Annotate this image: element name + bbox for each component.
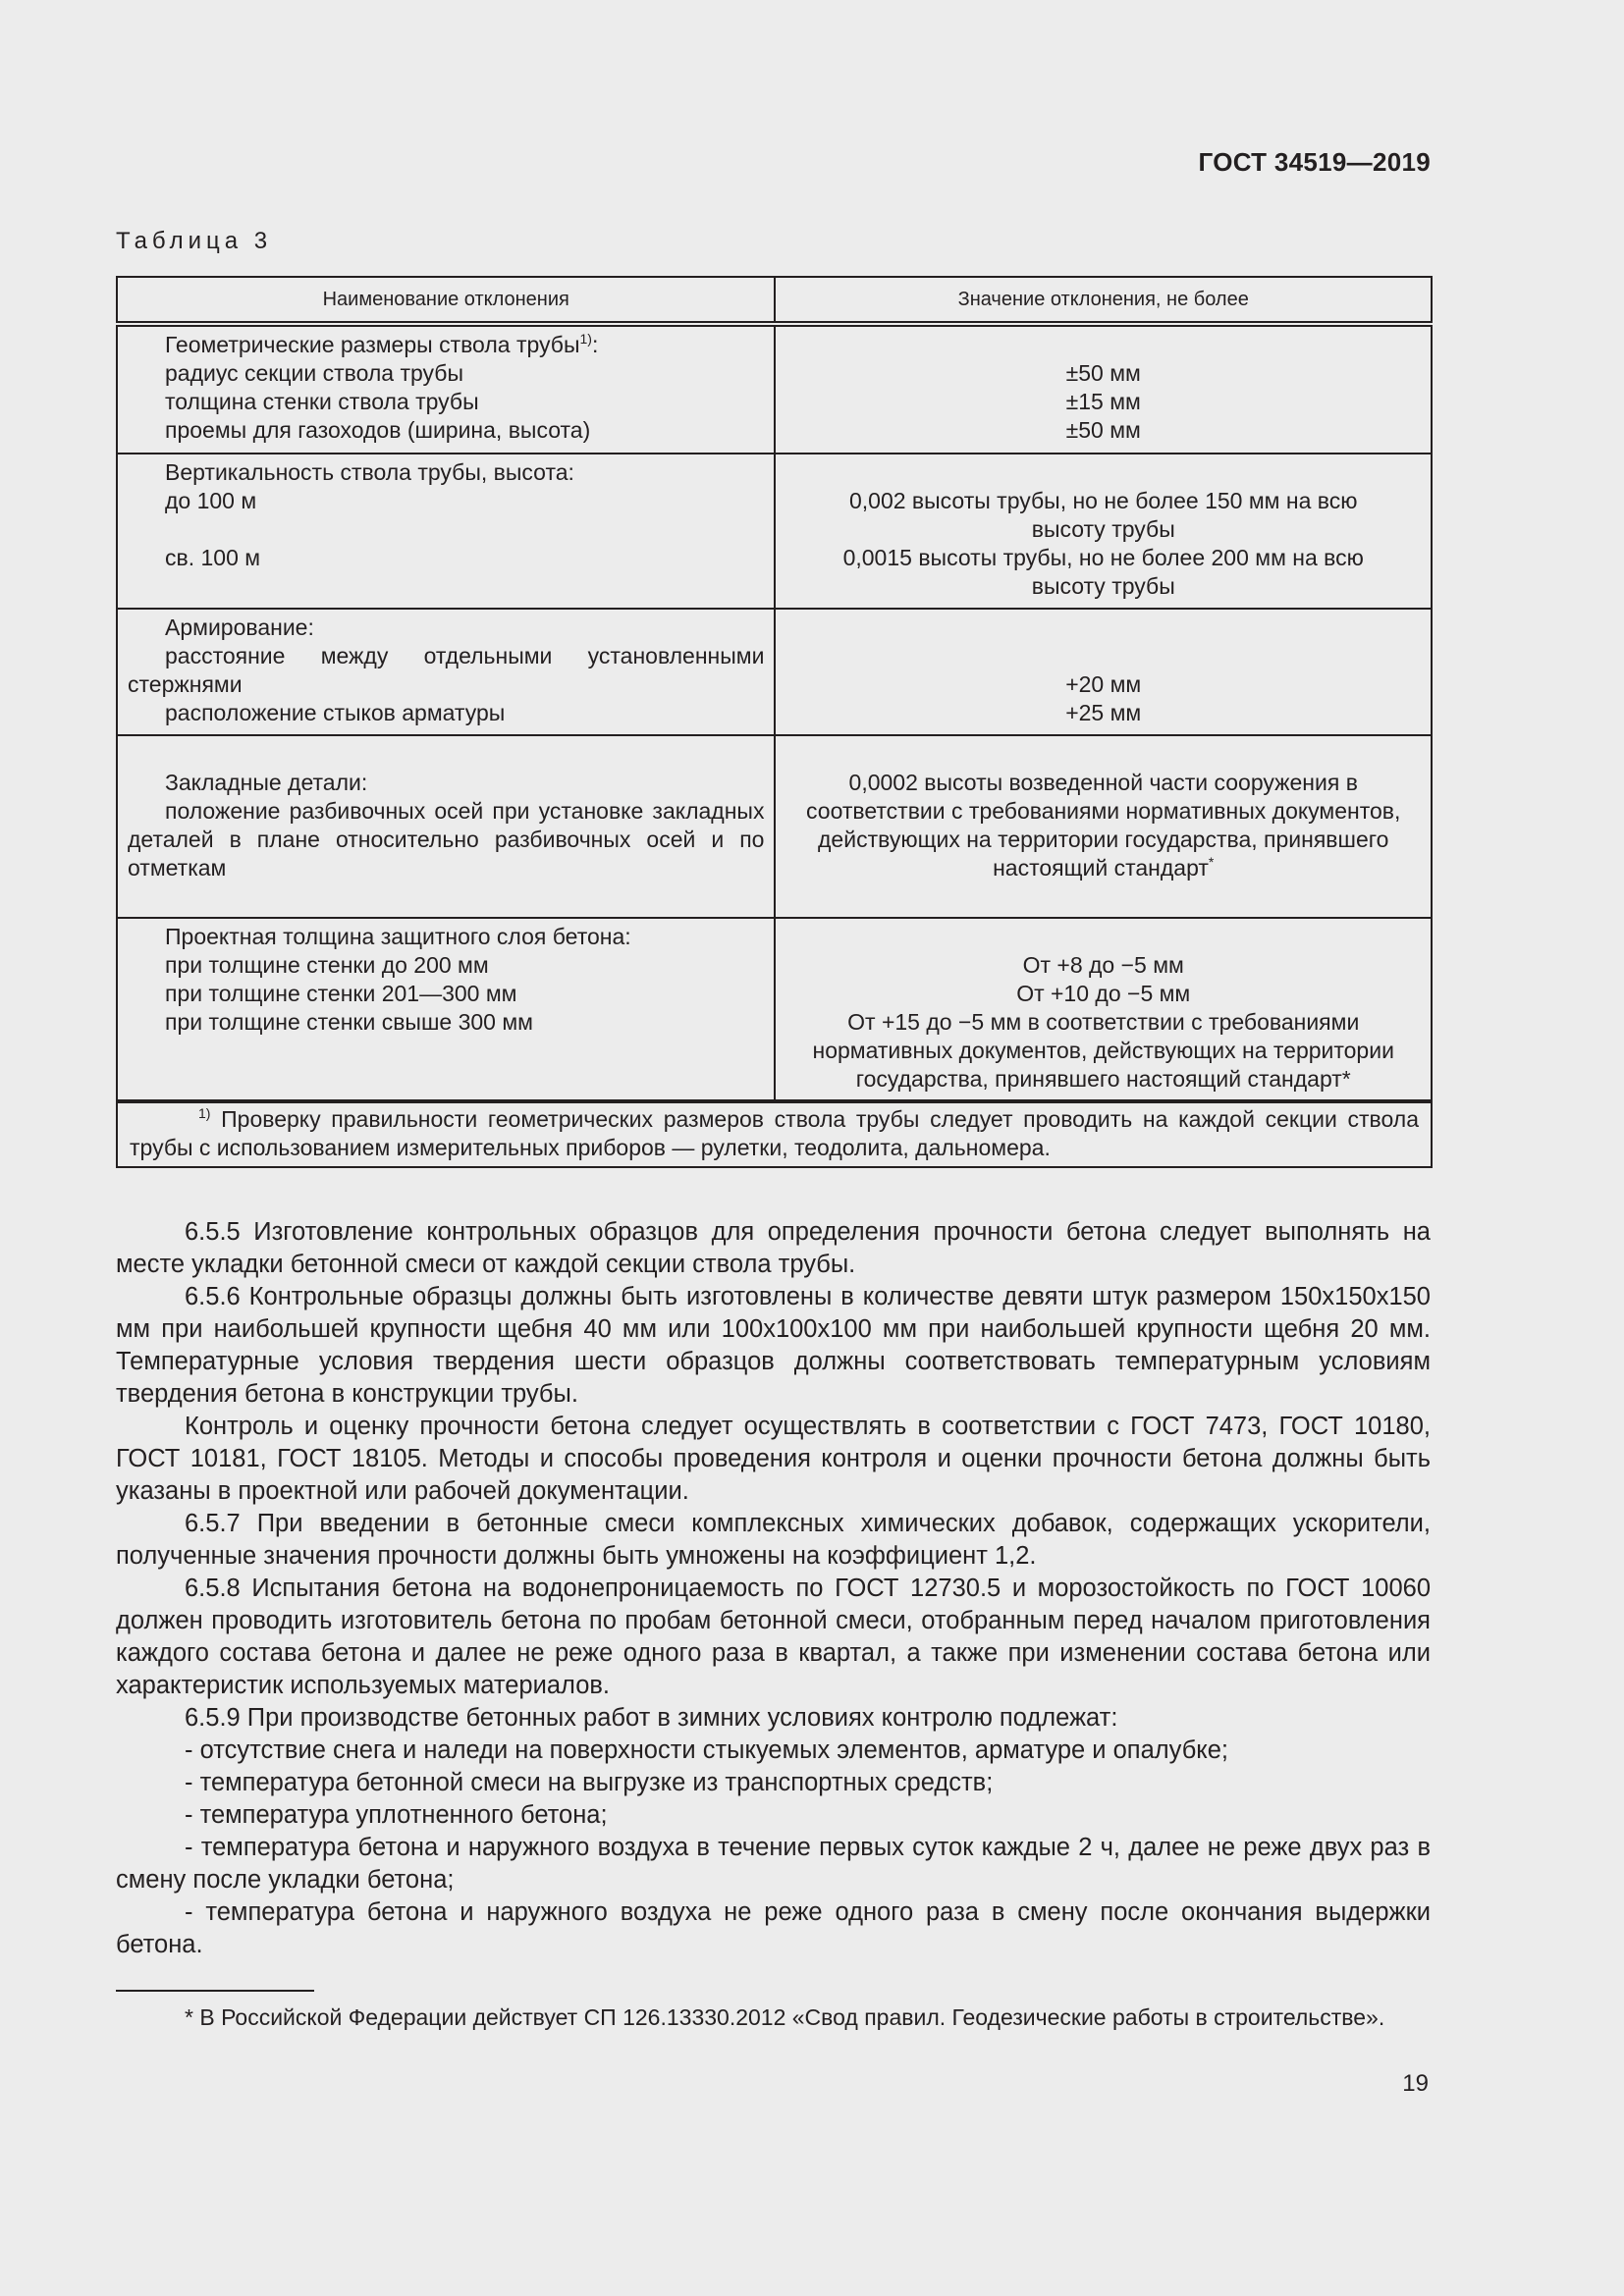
row-value: +25 мм [1065,700,1142,725]
table-row [117,918,1432,1101]
list-item: - температура бетона и наружного воздуха не реже одного раза в смену после окончания выдержки бетона. [116,1898,1431,1958]
table-row: Геометрические размеры ствола трубы$^{1)}$: радиус секции ствола трубы толщина стенки ствола трубы проемы для газоходов (ширина, высота) ±50 мм ±15 мм ±50 мм [117,324,1432,454]
row-item: радиус секции ствола трубы [165,360,464,386]
row-value: +20 мм [1065,671,1142,697]
row-title: Проектная толщина защитного слоя бетона: [165,924,631,949]
table-footnote-row [117,1101,1432,1167]
table-header-row [117,277,1432,324]
row-value: 0,0002 высоты возведенной части сооружения в соответствии с требованиями нормативных документов, действующих на территории государства, принявшего настоящий стандарт [806,770,1401,881]
row-value: ±50 мм [1065,417,1141,443]
table-footnote: Проверку правильности геометрических размеров ствола трубы следует проводить на каждой секции ствола трубы с использованием измерительных приборов — рулетки, теодолита, дальномера. [130,1106,1419,1160]
list-item: - температура бетонной смеси на выгрузке из транспортных средств; [185,1769,994,1796]
row-value: ±50 мм [1065,360,1141,386]
row-item: расположение стыков арматуры [165,700,506,725]
row-item: положение разбивочных осей при установке закладных деталей в плане относительно разбивочных осей и по отметкам [128,798,765,881]
paragraph: Контроль и оценку прочности бетона следует осуществлять в соответствии с ГОСТ 7473, ГОСТ 10180, ГОСТ 10181, ГОСТ 18105. Методы и способы проведения контроля и оценки прочности бетона должны быть указаны в проектной или рабочей документации. [116,1413,1431,1505]
deviations-table [116,276,1433,1168]
footnote-ref: * [1208,854,1215,870]
standard-code: ГОСТ 34519—2019 [1198,147,1431,177]
row-item: проемы для газоходов (ширина, высота) [165,417,591,443]
row-title: Геометрические размеры ствола трубы [165,332,580,357]
footnote-divider [116,1990,314,1992]
row-item: толщина стенки ствола трубы [165,389,479,414]
row-value: 0,002 высоты трубы, но не более 150 мм на всю высоту трубы [848,488,1358,542]
list-item: - температура бетона и наружного воздуха в течение первых суток каждые 2 ч, далее не реже двух раз в смену после укладки бетона; [116,1834,1431,1894]
row-value: 0,0015 высоты трубы, но не более 200 мм на всю высоту трубы [842,545,1364,599]
row-item: при толщине стенки 201—300 мм [165,981,517,1006]
row-title: Армирование: [165,614,314,640]
paragraph: 6.5.8 Испытания бетона на водонепроницаемость по ГОСТ 12730.5 и морозостойкость по ГОСТ 10060 должен проводить изготовитель бетона по пробам бетонной смеси, отобранным перед началом приготовления каждого состава бетона и далее не реже одного раза в квартал, а также при изменении состава бетона или характеристик используемых материалов. [116,1575,1431,1699]
row-value: От +10 до −5 мм [1016,981,1191,1006]
row-item: при толщине стенки свыше 300 мм [165,1009,533,1035]
table-label: Таблица 3 [116,228,273,254]
row-item: св. 100 м [165,545,261,570]
row-value: От +8 до −5 мм [1022,952,1184,978]
column-header-name: Наименование отклонения [117,277,775,324]
page-number: 19 [1402,2070,1429,2097]
footnote-mark: 1) [198,1105,211,1121]
row-item: при толщине стенки до 200 мм [165,952,489,978]
footnote-ref: 1) [579,331,592,347]
list-item: - отсутствие снега и наледи на поверхности стыкуемых элементов, арматуре и опалубке; [185,1736,1229,1764]
column-header-value: Значение отклонения, не более [775,277,1432,324]
row-title: Вертикальность ствола трубы, высота: [165,459,574,485]
body-text [116,1216,1431,1961]
table-row [117,735,1432,918]
page-footnote: * В Российской Федерации действует СП 126.13330.2012 «Свод правил. Геодезические работы в строительстве». [185,2004,1385,2030]
paragraph: 6.5.6 Контрольные образцы должны быть изготовлены в количестве девяти штук размером 150х150х150 мм при наибольшей крупности щебня 40 мм или 100х100х100 мм при наибольшей крупности щебня 20 мм. Температурные условия твердения шести образцов должны соответствовать температурным условиям твердения бетона в конструкции трубы. [116,1283,1431,1408]
row-item: до 100 м [165,488,257,513]
paragraph: 6.5.9 При производстве бетонных работ в зимних условиях контролю подлежат: [185,1704,1118,1732]
row-title: Закладные детали: [165,770,368,795]
row-value: От +15 до −5 мм в соответствии с требованиями нормативных документов, действующих на территории государства, принявшего настоящий стандарт* [812,1009,1394,1092]
table-row [117,454,1432,609]
paragraph: 6.5.7 При введении в бетонные смеси комплексных химических добавок, содержащих ускорители, полученные значения прочности должны быть умножены на коэффициент 1,2. [116,1510,1431,1570]
table-row [117,609,1432,735]
paragraph: 6.5.5 Изготовление контрольных образцов для определения прочности бетона следует выполнять на месте укладки бетонной смеси от каждой секции ствола трубы. [116,1218,1431,1278]
row-item: расстояние между отдельными установленными стержнями [128,643,765,697]
row-value: ±15 мм [1065,389,1141,414]
list-item: - температура уплотненного бетона; [185,1801,608,1829]
